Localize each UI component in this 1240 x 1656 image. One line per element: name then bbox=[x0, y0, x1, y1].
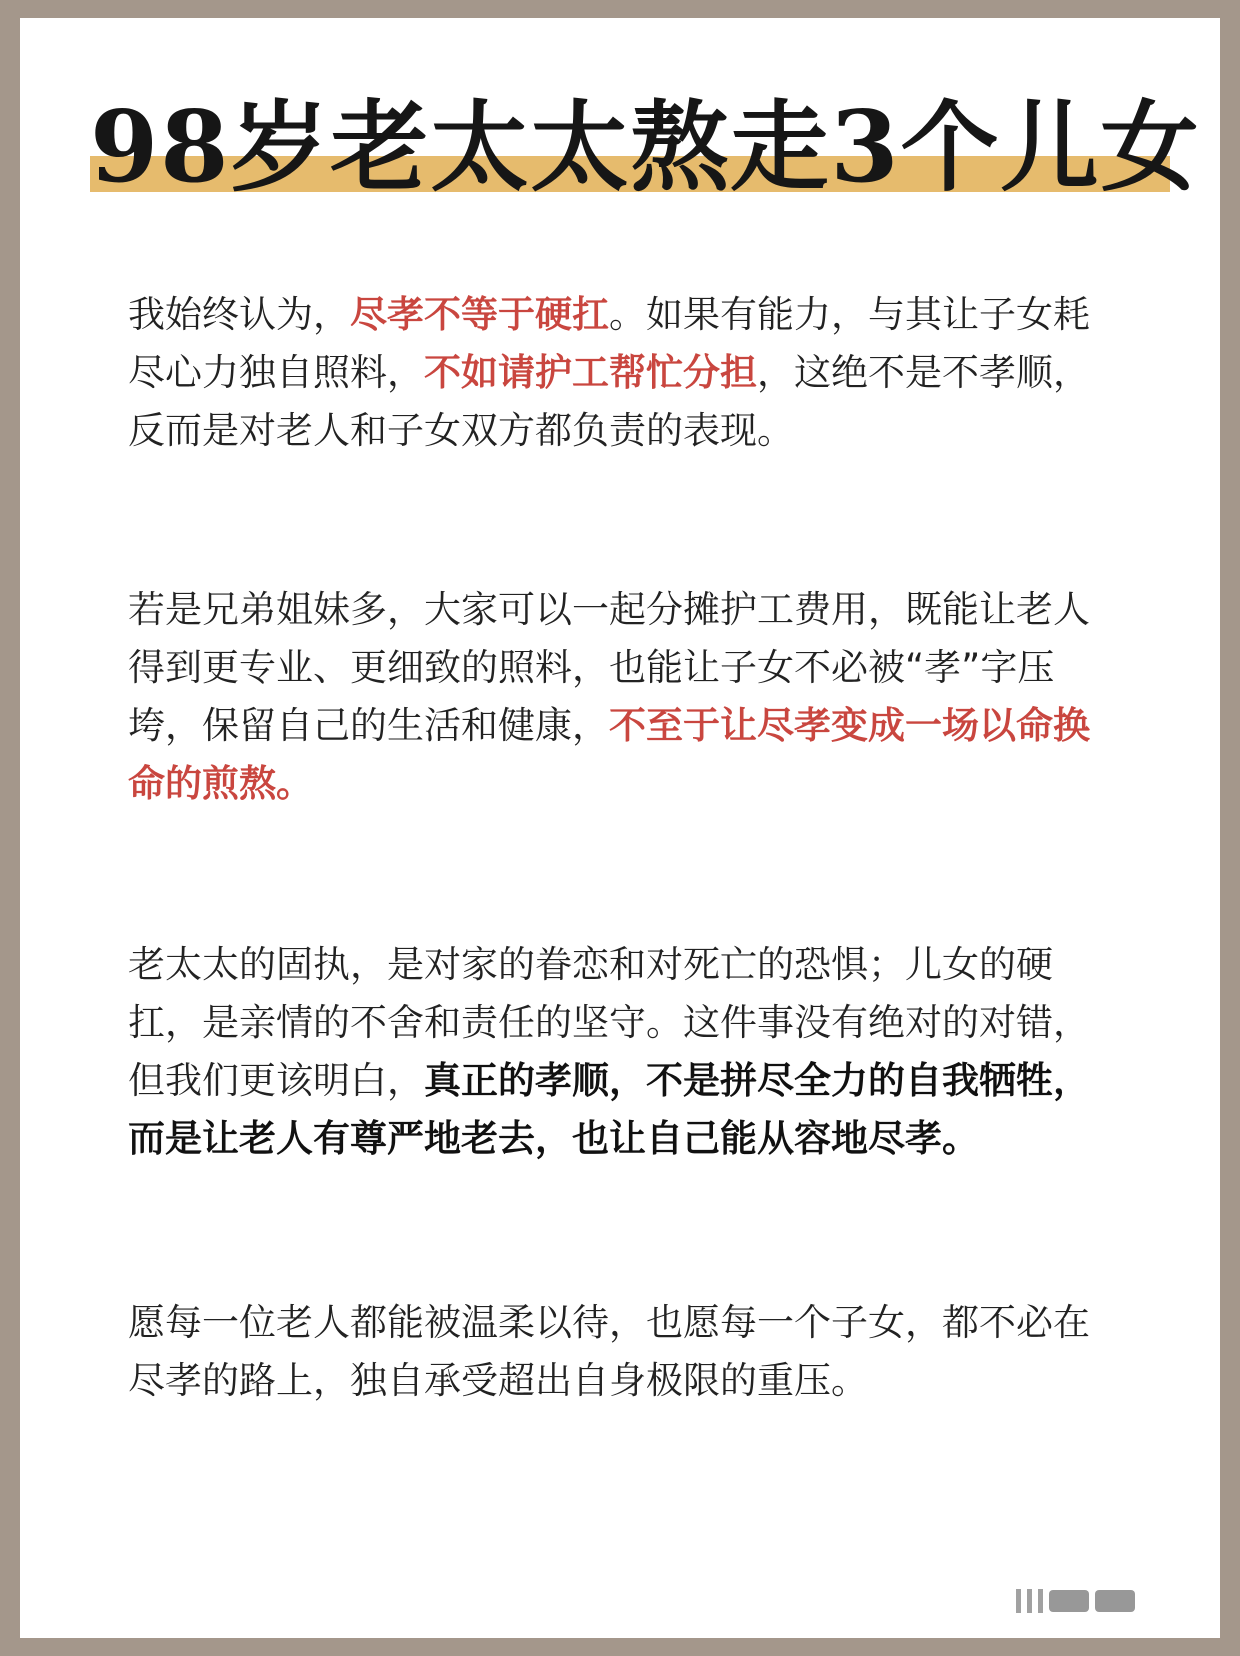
watermark-bar-icon bbox=[1016, 1589, 1021, 1613]
paragraph-3-emphasis: 真正的孝顺，不是拼尽全力的自我牺牲，而是让老人有尊严地老去，也让自己能从容地尽孝。 bbox=[128, 1059, 1090, 1160]
watermark-block-icon bbox=[1095, 1590, 1135, 1612]
paragraph-2 bbox=[128, 581, 1113, 813]
watermark-block-icon bbox=[1049, 1590, 1089, 1612]
paragraph-1-text-a: 我始终认为， bbox=[128, 293, 350, 336]
paragraph-1-emphasis-b: 不如请护工帮忙分担 bbox=[424, 351, 757, 394]
article-card bbox=[20, 18, 1220, 1638]
paragraph-1-text-b: 。如果有能力，与其让子女耗尽心力独自照料， bbox=[128, 293, 1090, 394]
watermark-bar-icon bbox=[1027, 1589, 1032, 1613]
title-block bbox=[90, 88, 1201, 208]
watermark-bar-icon bbox=[1038, 1589, 1043, 1613]
paragraph-1 bbox=[128, 286, 1113, 460]
paragraph-2-emphasis: 不至于让尽孝变成一场以命换命的煎熬。 bbox=[128, 704, 1090, 805]
paragraph-1-text-c: ，这绝不是不孝顺，反而是对老人和子女双方都负责的表现。 bbox=[128, 351, 1090, 452]
paragraph-4 bbox=[128, 1294, 1113, 1410]
paragraph-1-emphasis-a: 尽孝不等于硬扛 bbox=[350, 293, 609, 336]
page-title: 98岁老太太熬走3个儿女 bbox=[90, 90, 1201, 205]
paragraph-3 bbox=[128, 936, 1113, 1168]
watermark-logo bbox=[1016, 1588, 1186, 1614]
paragraph-3-text: 老太太的固执，是对家的眷恋和对死亡的恐惧；儿女的硬扛，是亲情的不舍和责任的坚守。这件事没有绝对的对错，但我们更该明白， bbox=[128, 943, 1090, 1102]
paragraph-4-text: 愿每一位老人都能被温柔以待，也愿每一个子女，都不必在尽孝的路上，独自承受超出自身极限的重压。 bbox=[128, 1301, 1090, 1402]
paragraph-2-text: 若是兄弟姐妹多，大家可以一起分摊护工费用，既能让老人得到更专业、更细致的照料，也能让子女不必被“孝”字压垮，保留自己的生活和健康， bbox=[128, 588, 1090, 747]
